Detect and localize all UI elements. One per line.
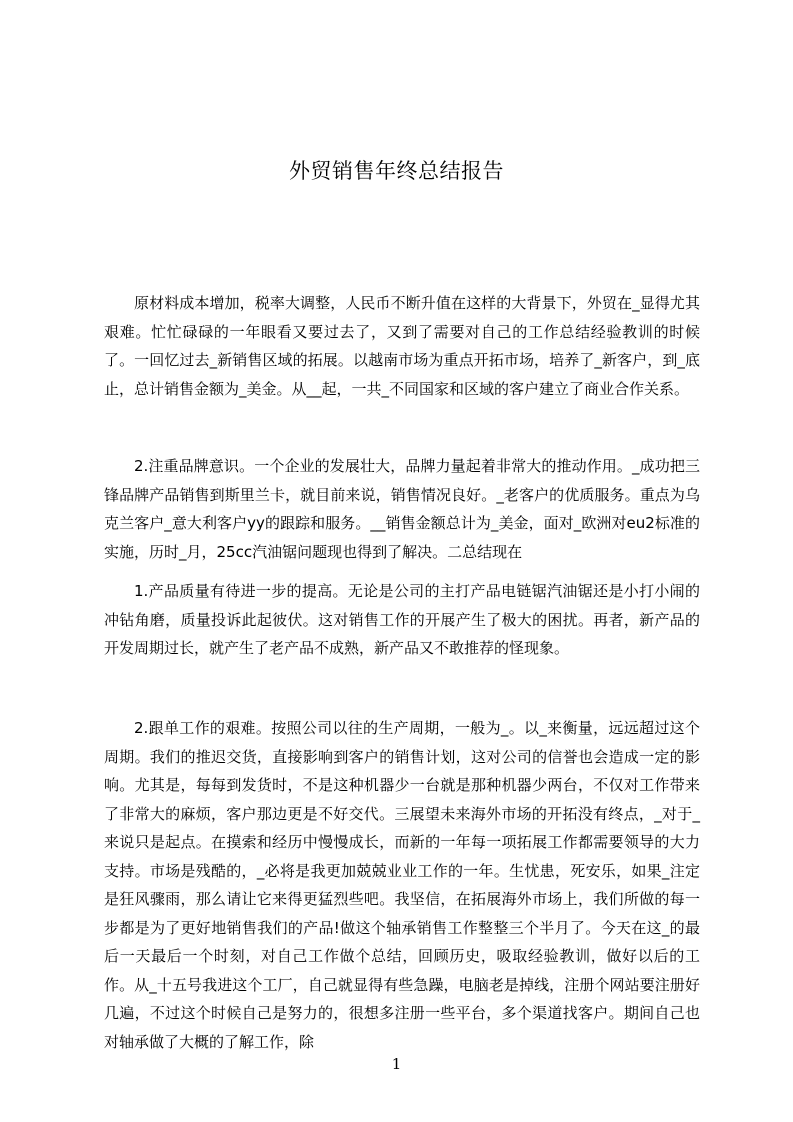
paragraph-intro: 原材料成本增加，税率大调整，人民币不断升值在这样的大背景下，外贸在_显得尤其艰难。忙忙碌碌的一年眼看又要过去了，又到了需要对自己的工作总结经验教训的时候了。一回忆过去_新销售区域的拓展。以越南市场为重点开拓市场，培养了_新客户，到_底止，总计销售金额为_美金。从__起，一共_不同国家和区域的客户建立了商业合作关系。 xyxy=(104,294,700,398)
paragraph-brand-awareness: 2.注重品牌意识。一个企业的发展壮大，品牌力量起着非常大的推动作用。_成功把三锋品牌产品销售到斯里兰卡，就目前来说，销售情况良好。_老客户的优质服务。重点为乌克兰客户_意大利客户yy的跟踪和服务。__销售金额总计为_美金，面对_欧洲对eu2标准的实施，历时_月，25cc汽油锯问题现也得到了解决。二总结现在 xyxy=(104,457,700,561)
paragraph-order-followup: 2.跟单工作的艰难。按照公司以往的生产周期，一般为_。以_来衡量，远远超过这个周期。我们的推迟交货，直接影响到客户的销售计划，这对公司的信誉也会造成一定的影响。尤其是，每每到发货时，不是这种机器少一台就是那种机器少两台，不仅对工作带来了非常大的麻烦，客户那边更是不好交代。三展望未来海外市场的开拓没有终点，_对于_来说只是起点。在摸索和经历中慢慢成长，而新的一年每一项拓展工作都需要领导的大力支持。市场是残酷的，_必将是我更加兢兢业业工作的一年。生忧患，死安乐，如果_注定是狂风骤雨，那么请让它来得更猛烈些吧。我坚信，在拓展海外市场上，我们所做的每一步都是为了更好地销售我们的产品!做这个轴承销售工作整整三个半月了。今天在这_的最后一天最后一个时刻，对自己工作做个总结，回顾历史，吸取经验教训，做好以后的工作。从_十五号我进这个工厂，自己就显得有些急躁，电脑老是掉线，注册个网站要注册好几遍，不过这个时候自己是努力的，很想多注册一些平台，多个渠道找客户。期间自己也对轴承做了大概的了解工作，除 xyxy=(104,719,700,1051)
paragraph-product-quality: 1.产品质量有待进一步的提高。无论是公司的主打产品电链锯汽油锯还是小打小闹的冲钻角磨，质量投诉此起彼伏。这对销售工作的开展产生了极大的困扰。再者，新产品的开发周期过长，就产生了老产品不成熟，新产品又不敢推荐的怪现象。 xyxy=(104,582,700,657)
page-number: 1 xyxy=(391,1055,402,1073)
document-title: 外贸销售年终总结报告 xyxy=(289,159,504,184)
